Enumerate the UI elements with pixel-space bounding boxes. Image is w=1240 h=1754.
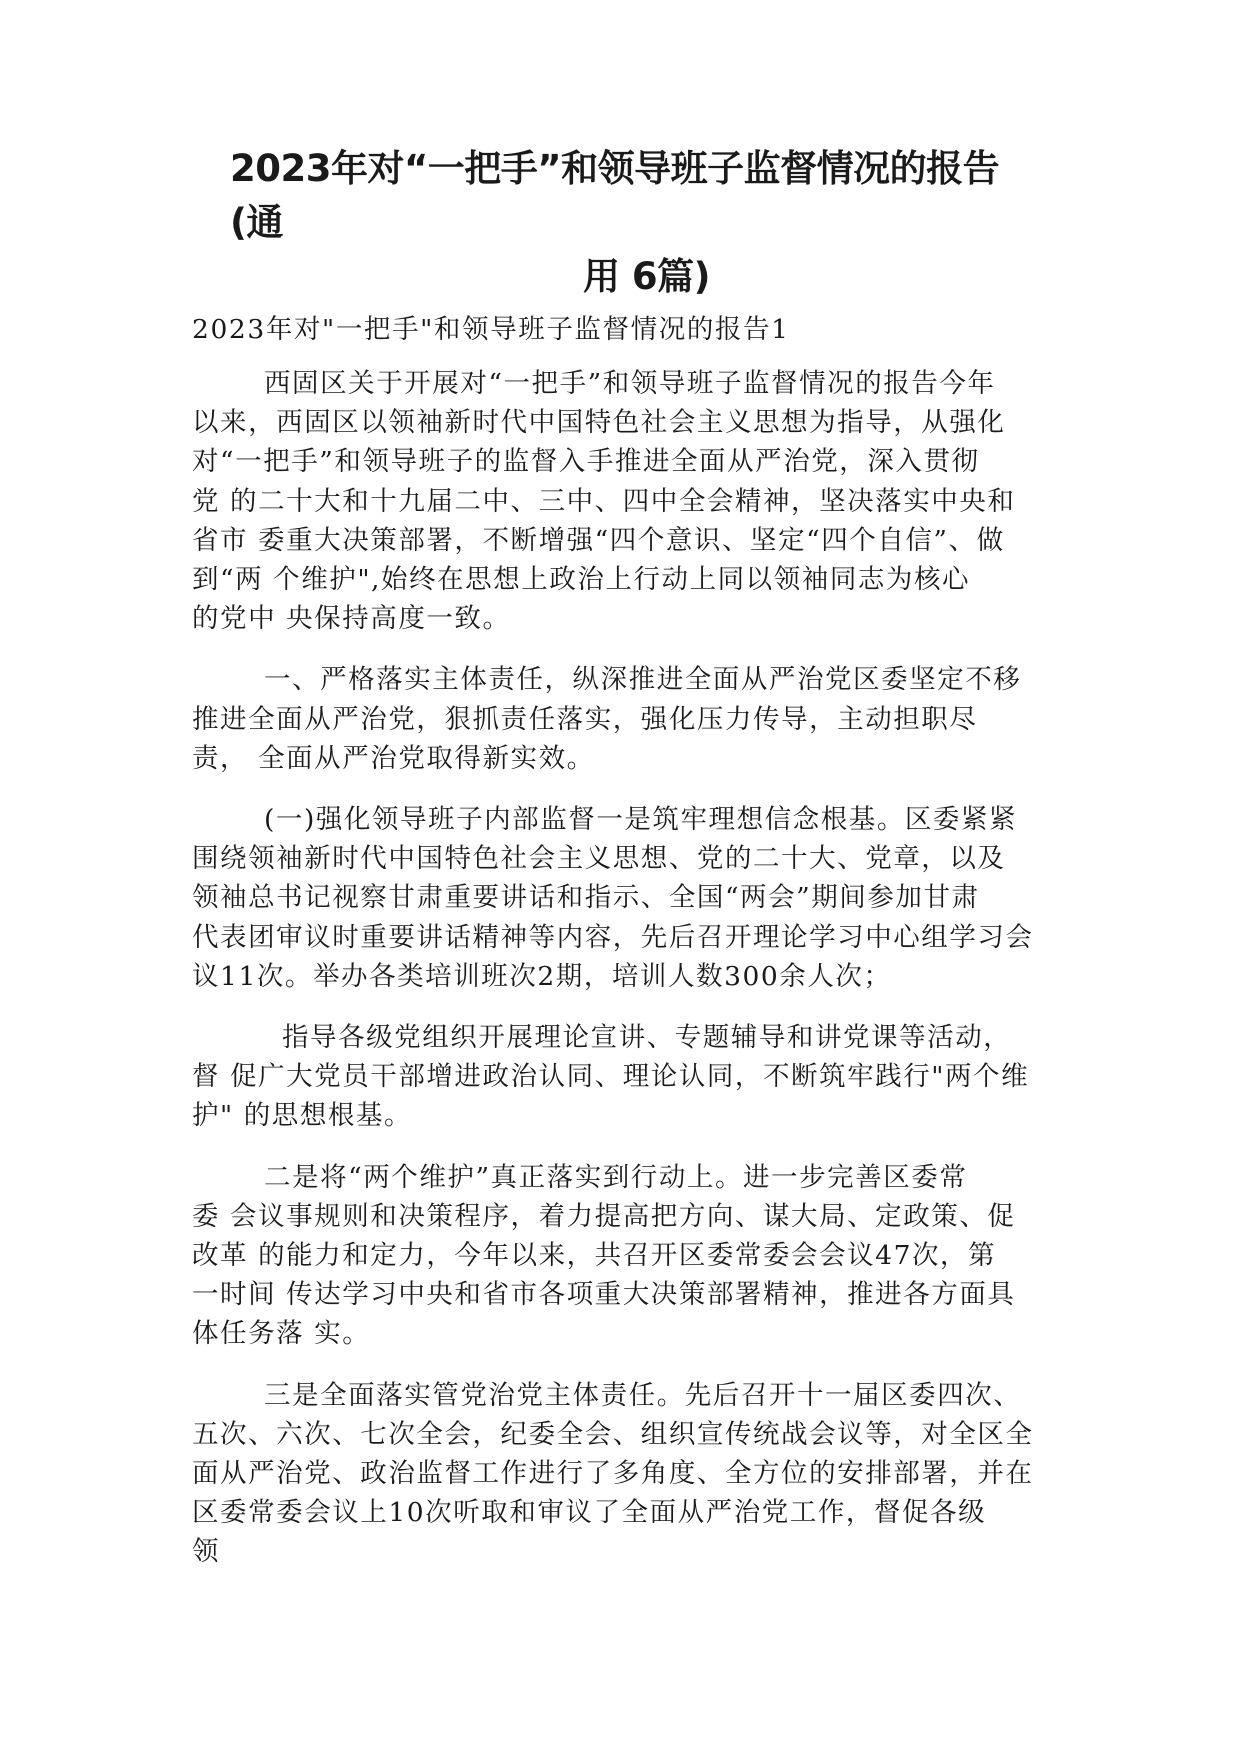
paragraph-line: 体任务落 实。 bbox=[192, 1318, 371, 1350]
paragraph-line: 护" 的思想根基。 bbox=[192, 1100, 413, 1132]
paragraph-line: 二是将“两个维护”真正落实到行动上。进一步完善区委常 bbox=[264, 1161, 968, 1193]
paragraph-line: 区委常委会议上10次听取和审议了全面从严治党工作，督促各级 bbox=[192, 1497, 987, 1529]
paragraph-line: 督 促广大党员干部增进政治认同、理论认同，不断筑牢践行"两个维 bbox=[192, 1061, 1030, 1093]
paragraph-line: 议11次。举办各类培训班次2期，培训人数300余人次； bbox=[192, 960, 892, 992]
document-body bbox=[192, 310, 1052, 1594]
paragraph-line: 对“一把手”和领导班子的监督入手推进全面从严治党，深入贯彻 bbox=[192, 446, 980, 478]
paragraph-line: 领袖总书记视察甘肃重要讲话和指示、全国“两会”期间参加甘肃 bbox=[192, 882, 980, 914]
paragraph-line: 到“两 个维护",始终在思想上政治上行动上同以领袖同志为核心 bbox=[192, 564, 971, 596]
paragraph-1 bbox=[192, 364, 1052, 638]
paragraph-line: 围绕领袖新时代中国特色社会主义思想、党的二十大、党章，以及 bbox=[192, 843, 1006, 875]
paragraph-line: 五次、六次、七次全会，纪委全会、组织宣传统战会议等，对全区全 bbox=[192, 1418, 1034, 1450]
paragraph-line: 党 的二十大和十九届二中、三中、四中全会精神，坚决落实中央和 bbox=[192, 485, 1016, 517]
paragraph-line: 委 会议事规则和决策程序，着力提高把方向、谋大局、定政策、促 bbox=[192, 1200, 1016, 1232]
paragraph-5 bbox=[192, 1158, 1052, 1354]
title-line-2: 用 6篇) bbox=[583, 255, 711, 298]
paragraph-6 bbox=[192, 1376, 1052, 1572]
title-line-1: 2023年对“一把手”和领导班子监督情况的报告(通 bbox=[230, 147, 1000, 244]
paragraph-line: 一时间 传达学习中央和省市各项重大决策部署精神，推进各方面具 bbox=[192, 1279, 1016, 1311]
paragraph-line: 面从严治党、政治监督工作进行了多角度、全方位的安排部署，并在 bbox=[192, 1458, 1034, 1490]
paragraph-line: 以来，西固区以领袖新时代中国特色社会主义思想为指导，从强化 bbox=[192, 407, 1006, 439]
document-title bbox=[230, 142, 1010, 304]
paragraph-4 bbox=[192, 1018, 1052, 1136]
paragraph-line: 领 bbox=[192, 1536, 221, 1568]
paragraph-line: 改革 的能力和定力，今年以来，共召开区委常委会会议47次，第 bbox=[192, 1240, 997, 1272]
paragraph-line: 一、严格落实主体责任，纵深推进全面从严治党区委坚定不移 bbox=[264, 664, 1022, 696]
section-heading: 2023年对"一把手"和领导班子监督情况的报告1 bbox=[192, 314, 790, 345]
paragraph-line: 省市 委重大决策部署，不断增强“四个意识、坚定“四个自信”、做 bbox=[192, 524, 1005, 556]
paragraph-line: 三是全面落实管党治党主体责任。先后召开十一届区委四次、 bbox=[264, 1379, 1022, 1411]
paragraph-line: 代表团审议时重要讲话精神等内容，先后召开理论学习中心组学习会 bbox=[192, 921, 1034, 953]
paragraph-2 bbox=[192, 660, 1052, 778]
paragraph-line: 责， 全面从严治党取得新实效。 bbox=[192, 742, 595, 774]
paragraph-line: 推进全面从严治党，狠抓责任落实，强化压力传导，主动担职尽 bbox=[192, 703, 978, 735]
paragraph-line: 指导各级党组织开展理论宣讲、专题辅导和讲党课等活动， bbox=[282, 1022, 1012, 1054]
paragraph-3 bbox=[192, 800, 1052, 996]
paragraph-line: 的党中 央保持高度一致。 bbox=[192, 603, 511, 635]
paragraph-line: 西固区关于开展对“一把手”和领导班子监督情况的报告今年 bbox=[264, 368, 996, 399]
paragraph-line: (一)强化领导班子内部监督一是筑牢理想信念根基。区委紧紧 bbox=[264, 804, 1018, 836]
